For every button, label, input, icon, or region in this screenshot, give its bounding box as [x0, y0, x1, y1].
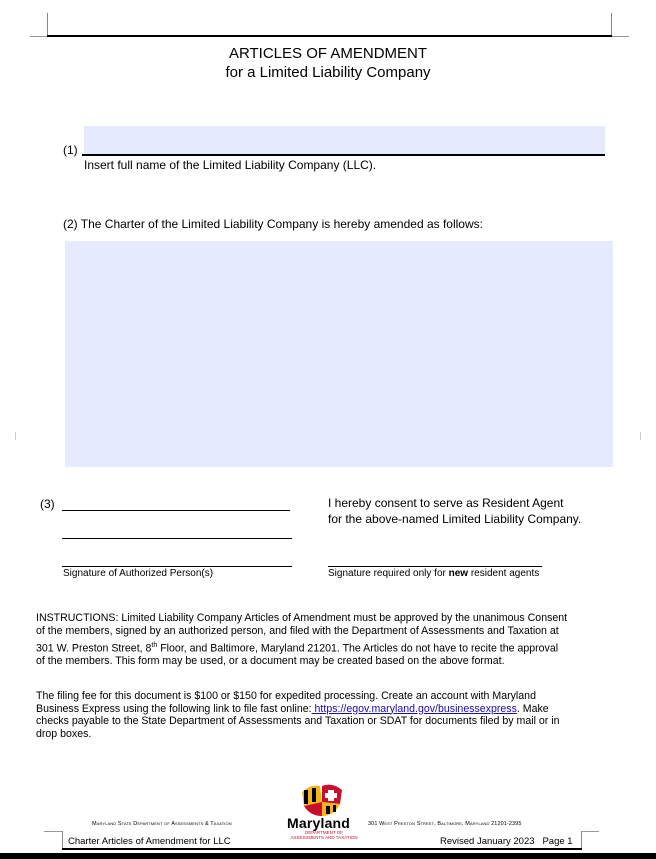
bottom-left-tick [62, 831, 63, 848]
instructions-paragraph [36, 612, 606, 668]
top-left-corner [30, 36, 48, 37]
llc-name-underline [82, 154, 605, 156]
section-3-number: (3) [40, 497, 55, 511]
section-2-label: (2) The Charter of the Limited Liability Company is hereby amended as follows: [63, 217, 483, 231]
bottom-right-corner [581, 831, 599, 832]
resident-agent-signature-label: Signature required only for new resident agents [328, 568, 540, 579]
instructions-line-3: 301 W. Preston Street, 8th Floor, and Baltimore, Maryland 21201. The Articles do not have to recite the approval [36, 642, 559, 655]
instructions-line-4: of the members. This form may be used, or a document may be created based on the above format. [36, 655, 505, 668]
bottom-border-rule [62, 848, 582, 850]
logo-department-text: DEPARTMENT OF ASSESSMENTS AND TAXATION [290, 830, 358, 840]
llc-name-instruction: Insert full name of the Limited Liability Company (LLC). [84, 158, 377, 172]
signature-line-1[interactable] [62, 510, 290, 511]
instructions-line-1: INSTRUCTIONS: Limited Liability Company Articles of Amendment must be approved by the unanimous Consent [36, 612, 568, 624]
top-left-tick [47, 13, 48, 37]
instructions-line-2: of the members, signed by an authorized person, and filed with the Department of Assessments and Taxation at [36, 624, 559, 637]
document-subtitle: for a Limited Liability Company [225, 64, 431, 81]
business-express-link[interactable]: https://egov.maryland.gov/businessexpress [311, 702, 517, 715]
maryland-flag-icon [300, 782, 346, 818]
top-right-corner [611, 36, 629, 37]
section-1-number: (1) [63, 143, 78, 157]
maryland-logo-word: Maryland [287, 815, 351, 831]
fees-line-2: Business Express using the following link to file fast online: https://egov.maryland.gov/businessexpress. Make [36, 702, 549, 715]
signature-line-3[interactable] [62, 566, 292, 567]
top-right-tick [611, 13, 612, 37]
resident-agent-signature-line[interactable] [328, 566, 542, 567]
signature-authorized-label: Signature of Authorized Person(s) [63, 568, 214, 579]
consent-line-1: I hereby consent to serve as Resident Agent [328, 496, 564, 510]
fees-line-1: The filing fee for this document is $100 or $150 for expedited processing. Create an account with Maryland [36, 690, 536, 702]
viewer-bottom-edge [0, 853, 656, 859]
left-margin-mark [15, 432, 16, 440]
right-margin-mark [640, 432, 641, 440]
bottom-right-tick [581, 831, 582, 848]
fees-paragraph [36, 690, 606, 740]
footer-revision-page: Revised January 2023 Page 1 [440, 836, 573, 847]
llc-name-field[interactable] [84, 126, 605, 154]
top-border-rule [47, 35, 612, 37]
signature-line-2[interactable] [62, 538, 292, 539]
footer-org-name: Maryland State Department of Assessments & Taxation [92, 821, 232, 827]
fees-line-4: drop boxes. [36, 727, 92, 740]
consent-line-2: for the above-named Limited Liability Company. [328, 512, 582, 526]
bottom-left-corner [44, 831, 62, 832]
amendment-text-field[interactable] [65, 241, 613, 467]
fees-line-3: checks payable to the State Department of Assessments and Taxation or SDAT for documents filed by mail or in [36, 715, 560, 727]
footer-form-name: Charter Articles of Amendment for LLC [68, 836, 231, 847]
footer-address: 301 West Preston Street, Baltimore, Maryland 21201-2395 [368, 821, 522, 827]
document-title: ARTICLES OF AMENDMENT [228, 45, 428, 62]
